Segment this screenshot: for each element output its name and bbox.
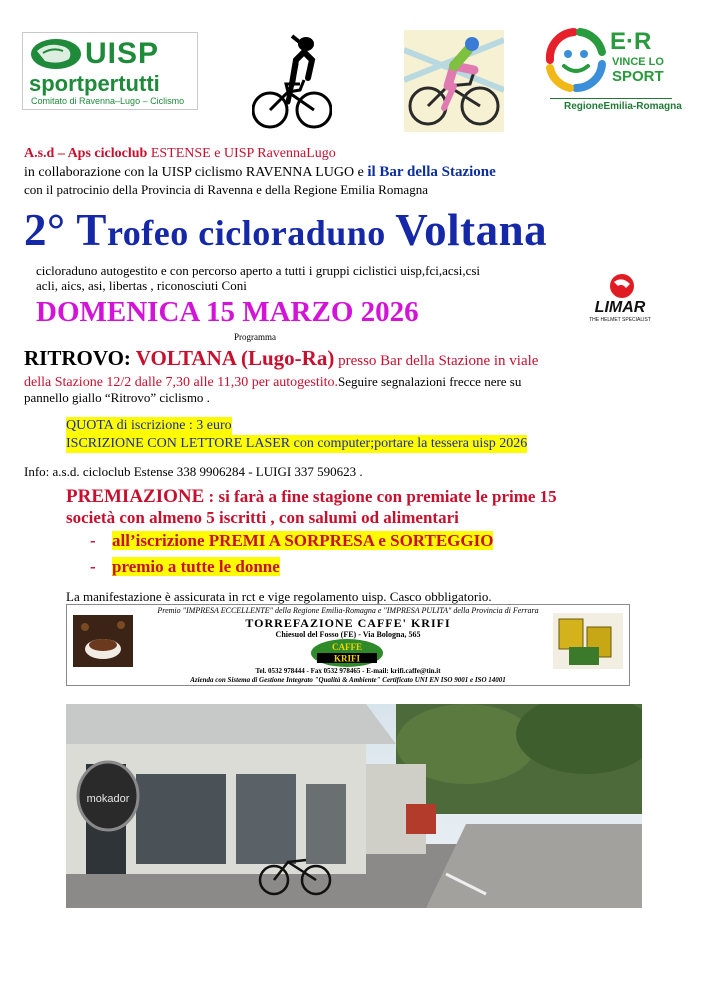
er-sport: SPORT xyxy=(612,68,664,85)
quota-block xyxy=(66,417,527,453)
event-description xyxy=(36,263,556,293)
organizer-club: A.s.d – Aps cicloclub xyxy=(24,146,148,161)
collaboration-text: in collaborazione con la UISP ciclismo RAVENNA LUGO e xyxy=(24,165,368,180)
quota-laser: ISCRIZIONE CON LETTORE LASER con computer;portare la tessera uisp 2026 xyxy=(66,436,528,451)
cyclist-drinking-image xyxy=(252,30,332,132)
title-middle: rofeo cicloraduno xyxy=(106,213,396,253)
cyclist-illustration xyxy=(404,30,504,132)
ritrovo-hours: della Stazione 12/2 dalle 7,30 alle 11,30 per autogestito. xyxy=(24,375,339,390)
badge-caffe: CAFFE xyxy=(332,642,362,652)
ad-award: Premio "IMPRESA ECCELLENTE" della Regione Emilia-Romagna e "IMPRESA PULITA" della Provincia di Ferrara xyxy=(157,606,539,615)
uisp-sub: sportpertutti xyxy=(29,71,160,96)
er-region: RegioneEmilia-Romagna xyxy=(564,101,682,112)
bar-della-stazione-photo xyxy=(66,704,642,908)
quota-fee: QUOTA di iscrizione : 3 euro xyxy=(66,418,232,433)
ritrovo-line xyxy=(24,346,684,373)
bullet-donne: premio a tutte le donne xyxy=(112,557,280,576)
patronage-line: con il patrocinio della Provincia di Ravenna e della Regione Emilia Romagna xyxy=(24,182,428,197)
limar-logo xyxy=(578,272,662,324)
description-line-2: acli, aics, asi, libertas , riconosciuti Coni xyxy=(36,278,247,293)
limar-tagline: THE HELMET SPECIALIST xyxy=(589,317,651,323)
badge-krifi: KRIFI xyxy=(333,653,361,664)
organizer-partners: ESTENSE e UISP RavennaLugo xyxy=(147,146,336,161)
ritrovo-location: VOLTANA (Lugo-Ra) xyxy=(135,346,335,370)
er-title: E·R xyxy=(610,28,652,55)
ritrovo-signage: Seguire segnalazioni frecce nere su xyxy=(338,374,522,389)
collaboration-line xyxy=(24,164,496,181)
ad-company: TORREFAZIONE CAFFE' KRIFI xyxy=(245,616,451,630)
premiazione-text: : si farà a fine stagione con premiate le prime 15 xyxy=(204,487,557,506)
mokador-sign: mokador xyxy=(86,793,130,805)
title-place: Voltana xyxy=(395,205,548,255)
uisp-committee: Comitato di Ravenna–Lugo – Ciclismo xyxy=(31,96,185,106)
bullet-dash: - xyxy=(90,531,96,550)
premiazione-bullet-1 xyxy=(90,531,493,551)
manifestazione-note: La manifestazione è assicurata in rct e vige regolamento uisp. Casco obbligatorio. xyxy=(66,589,492,604)
coffee-advertisement xyxy=(66,604,630,686)
er-vince-lo-sport-logo xyxy=(540,22,682,118)
ritrovo-label: RITROVO: xyxy=(24,346,136,370)
info-contacts: Info: a.s.d. cicloclub Estense 338 9906284 - LUIGI 337 590623 . xyxy=(24,464,363,479)
title-prefix: 2° T xyxy=(24,205,107,255)
premiazione-block xyxy=(66,486,666,528)
event-title xyxy=(24,203,547,260)
caffe-krifi-badge xyxy=(309,638,385,668)
er-divider xyxy=(550,98,672,99)
ritrovo-panel: pannello giallo “Ritrovo” ciclismo . xyxy=(24,390,210,405)
uisp-globe-icon xyxy=(29,37,83,71)
uisp-logo xyxy=(22,32,198,110)
event-date: DOMENICA 15 MARZO 2026 xyxy=(36,296,419,328)
bullet-sorpresa: all’iscrizione PREMI A SORPRESA e SORTEGGIO xyxy=(112,531,494,550)
premiazione-label: PREMIAZIONE xyxy=(66,486,205,507)
description-line-1: cicloraduno autogestito e con percorso aperto a tutti i gruppi ciclistici uisp,fci,acsi,csi xyxy=(36,263,481,278)
bar-stazione: il Bar della Stazione xyxy=(367,164,496,180)
premiazione-text-2: società con almeno 5 iscritti , con salumi od alimentari xyxy=(66,508,459,527)
ritrovo-presso: presso Bar della Stazione in viale xyxy=(334,353,539,369)
ritrovo-time xyxy=(24,373,664,391)
uisp-word: UISP xyxy=(85,37,160,70)
ad-contacts: Tel. 0532 978444 - Fax 0532 978465 - E-mail: krifi.caffe@tin.it xyxy=(255,667,441,675)
bullet-dash: - xyxy=(90,557,96,576)
premiazione-bullet-2 xyxy=(90,557,280,577)
er-vince: VINCE LO xyxy=(612,56,664,68)
coffee-packages-image xyxy=(553,613,623,669)
organizer-line xyxy=(24,146,336,162)
coffee-cup-image xyxy=(73,615,133,667)
ad-certification: Azienda con Sistema di Gestione Integrato "Qualità & Ambiente" Certificato UNI EN ISO 9001 e ISO 14001 xyxy=(190,676,506,684)
ad-address: Chiesuol del Fosso (FE) - Via Bologna, 565 xyxy=(275,630,421,639)
limar-word: LIMAR xyxy=(594,299,646,316)
programma-label: Programma xyxy=(234,332,276,342)
smile-icon xyxy=(540,22,610,98)
